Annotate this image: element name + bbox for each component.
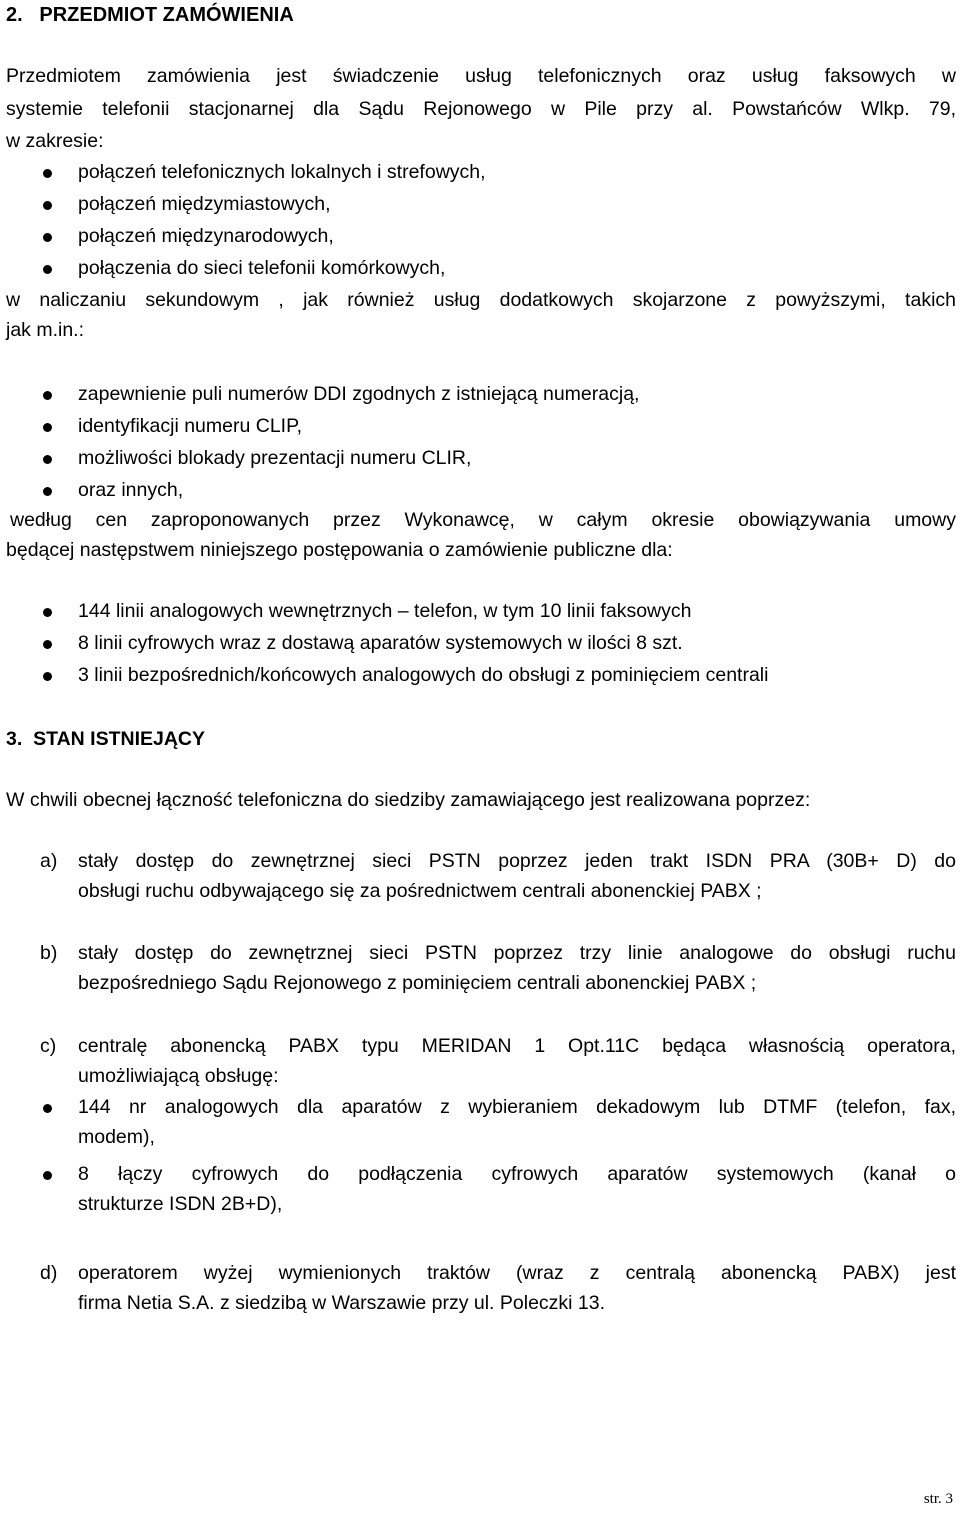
prices-line-1: według cen zaproponowanych przez Wykonawcę, w całym okresie obowiązywania umowy	[10, 509, 956, 531]
page-number: str. 3	[923, 1491, 953, 1507]
intro-line-2: systemie telefonii stacjonarnej dla Sądu Rejonowego w Pile przy al. Powstańców Wlkp. 79,	[6, 98, 956, 120]
item-b-line-2: bezpośredniego Sądu Rejonowego z pominięciem centrali abonenckiej PABX ;	[78, 972, 757, 994]
bullet-icon	[43, 455, 52, 464]
prices-line-2: będącej następstwem niniejszego postępowania o zamówienie publiczne dla:	[6, 539, 673, 561]
item-d-line-2: firma Netia S.A. z siedzibą w Warszawie przy ul. Poleczki 13.	[78, 1292, 606, 1314]
list2-item-3: możliwości blokady prezentacji numeru CLIR,	[78, 447, 472, 469]
bullet-icon	[43, 391, 52, 400]
intro-line-1: Przedmiotem zamówienia jest świadczenie usług telefonicznych oraz usług faksowych w	[6, 65, 956, 87]
c-bullet-2-line-2: strukturze ISDN 2B+D),	[78, 1193, 283, 1215]
bullet-icon	[43, 233, 52, 242]
list1-item-2: połączeń międzymiastowych,	[78, 193, 331, 215]
item-d-line-1: operatorem wyżej wymienionych traktów (wraz z centralą abonencką PABX) jest	[78, 1262, 956, 1284]
item-c-line-1: centralę abonencką PABX typu MERIDAN 1 Opt.11C będąca własnością operatora,	[78, 1035, 956, 1057]
c-bullet-1-line-2: modem),	[78, 1126, 155, 1148]
bullet-icon	[43, 423, 52, 432]
item-a-line-2: obsługi ruchu odbywającego się za pośrednictwem centrali abonenckiej PABX ;	[78, 880, 762, 902]
list1-item-3: połączeń międzynarodowych,	[78, 225, 334, 247]
bullet-icon	[43, 1171, 52, 1180]
bullet-icon	[43, 1104, 52, 1113]
c-bullet-1-line-1: 144 nr analogowych dla aparatów z wybieraniem dekadowym lub DTMF (telefon, fax,	[78, 1096, 956, 1118]
section-3-heading: 3. STAN ISTNIEJĄCY	[6, 728, 206, 750]
item-b-letter: b)	[40, 942, 58, 964]
section-2-heading: 2. PRZEDMIOT ZAMÓWIENIA	[6, 4, 294, 26]
item-a-line-1: stały dostęp do zewnętrznej sieci PSTN poprzez jeden trakt ISDN PRA (30B+ D) do	[78, 850, 956, 872]
list3-item-1: 144 linii analogowych wewnętrznych – telefon, w tym 10 linii faksowych	[78, 600, 692, 622]
bullet-icon	[43, 608, 52, 617]
list3-item-3: 3 linii bezpośrednich/końcowych analogowych do obsługi z pominięciem centrali	[78, 664, 769, 686]
c-bullet-2-line-1: 8 łączy cyfrowych do podłączenia cyfrowych aparatów systemowych (kanał o	[78, 1163, 956, 1185]
list2-item-2: identyfikacji numeru CLIP,	[78, 415, 303, 437]
item-d-letter: d)	[40, 1262, 58, 1284]
billing-line-1: w naliczaniu sekundowym , jak również usług dodatkowych skojarzone z powyższymi, takich	[6, 289, 956, 311]
bullet-icon	[43, 487, 52, 496]
item-b-line-1: stały dostęp do zewnętrznej sieci PSTN poprzez trzy linie analogowe do obsługi ruchu	[78, 942, 956, 964]
item-a-letter: a)	[40, 850, 58, 872]
list1-item-1: połączeń telefonicznych lokalnych i strefowych,	[78, 161, 486, 183]
bullet-icon	[43, 640, 52, 649]
list2-item-4: oraz innych,	[78, 479, 184, 501]
intro-line-3: w zakresie:	[6, 130, 104, 152]
item-c-line-2: umożliwiającą obsługę:	[78, 1065, 279, 1087]
list3-item-2: 8 linii cyfrowych wraz z dostawą aparatów systemowych w ilości 8 szt.	[78, 632, 683, 654]
bullet-icon	[43, 169, 52, 178]
bullet-icon	[43, 265, 52, 274]
bullet-icon	[43, 672, 52, 681]
item-c-letter: c)	[40, 1035, 57, 1057]
list1-item-4: połączenia do sieci telefonii komórkowych,	[78, 257, 446, 279]
billing-line-2: jak m.in.:	[6, 319, 85, 341]
list2-item-1: zapewnienie puli numerów DDI zgodnych z istniejącą numeracją,	[78, 383, 640, 405]
bullet-icon	[43, 201, 52, 210]
section-3-intro: W chwili obecnej łączność telefoniczna do siedziby zamawiającego jest realizowana poprzez:	[6, 789, 811, 811]
